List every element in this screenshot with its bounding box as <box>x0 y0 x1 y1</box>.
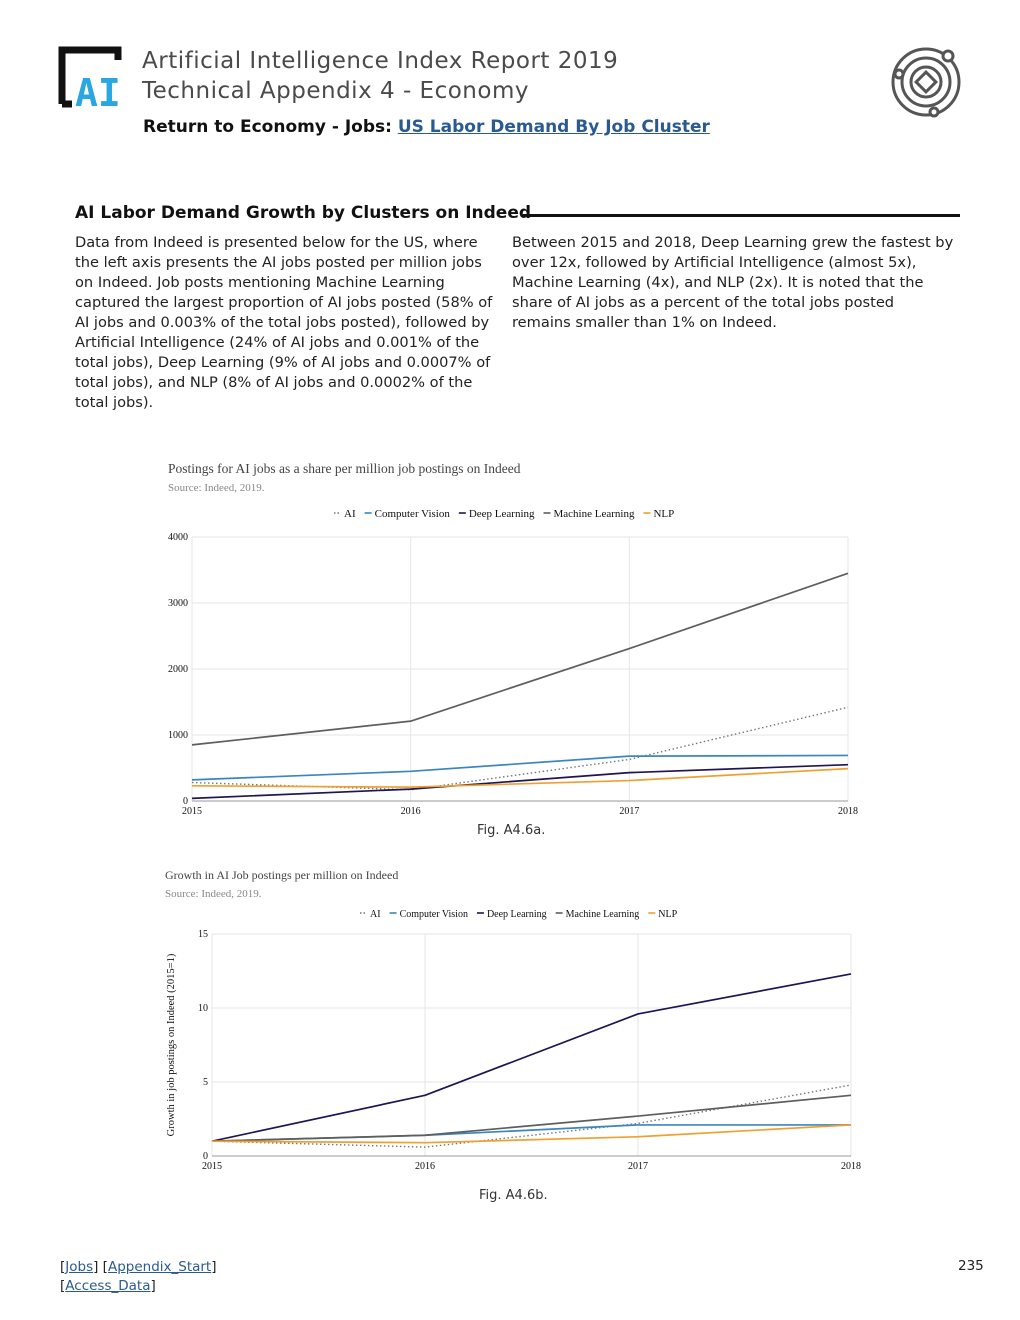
legend-label: Deep Learning <box>468 508 535 520</box>
report-title: Artificial Intelligence Index Report 2019 <box>142 48 619 74</box>
y-tick-label: 1000 <box>168 730 188 741</box>
footer-navigation: [Jobs] [Appendix_Start] [Access_Data] <box>60 1259 217 1294</box>
chart-b <box>150 862 870 1182</box>
series-line-nlp <box>212 1125 851 1143</box>
series-line-machine-learning <box>192 573 848 745</box>
legend-label: AI <box>370 909 381 920</box>
x-tick-label: 2016 <box>415 1161 435 1172</box>
legend-item-nlp <box>643 508 674 520</box>
left-paragraph: Data from Indeed is presented below for the US, where the left axis presents the AI jobs posted per million jobs on Indeed. Job posts mentioning Machine Learning captured the largest proportion of AI jobs posted (58% of AI jobs and 0.003% of the total jobs posted), followed by Artificial Intelligence (24% of AI jobs and 0.001% of the total jobs), Deep Learning (9% of AI jobs and 0.0007% of total jobs), and NLP (8% of AI jobs and 0.0002% of the total jobs). <box>75 234 493 411</box>
legend-item-ai <box>334 508 356 520</box>
legend-item-machine-learning <box>556 909 640 920</box>
report-title-block <box>142 46 618 106</box>
legend-item-machine-learning <box>544 508 635 520</box>
y-tick-label: 4000 <box>168 532 188 543</box>
legend-item-computer-vision <box>365 508 451 520</box>
legend-item-deep-learning <box>477 909 547 920</box>
appendix-title: Technical Appendix 4 - Economy <box>142 78 529 104</box>
y-axis-label: Growth in job postings on Indeed (2015=1) <box>166 953 177 1137</box>
y-tick-label: 5 <box>203 1077 208 1088</box>
legend-label: NLP <box>653 508 675 520</box>
logo-text: AI <box>75 71 121 110</box>
x-tick-label: 2015 <box>182 806 202 817</box>
legend-label: NLP <box>658 909 678 920</box>
legend-label: Deep Learning <box>486 909 547 920</box>
section-divider <box>523 214 960 217</box>
legend-label: Computer Vision <box>374 508 450 520</box>
footer-link-jobs[interactable]: Jobs <box>65 1259 94 1275</box>
legend-item-computer-vision <box>390 909 468 920</box>
chart-title: Postings for AI jobs as a share per million job postings on Indeed <box>168 461 521 476</box>
page-number: 235 <box>958 1258 984 1274</box>
series-line-ai <box>192 707 848 790</box>
section-title: AI Labor Demand Growth by Clusters on Indeed <box>75 203 532 223</box>
x-tick-label: 2018 <box>838 806 858 817</box>
x-tick-label: 2015 <box>202 1161 222 1172</box>
y-tick-label: 15 <box>198 929 208 940</box>
legend-item-nlp <box>648 909 677 920</box>
y-tick-label: 0 <box>203 1151 208 1162</box>
legend-item-ai <box>360 909 381 920</box>
footer-link-access-data[interactable]: Access_Data <box>65 1278 151 1294</box>
footer-link-appendix[interactable]: Appendix_Start <box>107 1259 212 1275</box>
series-line-nlp <box>192 769 848 787</box>
series-line-machine-learning <box>212 1095 851 1141</box>
return-prefix: Return to Economy - Jobs: <box>143 117 398 137</box>
x-tick-label: 2018 <box>841 1161 861 1172</box>
orbit-emblem-icon <box>888 44 964 120</box>
legend-label: Machine Learning <box>553 508 635 520</box>
ai-index-logo <box>58 46 130 110</box>
legend-item-deep-learning <box>459 508 535 520</box>
y-tick-label: 3000 <box>168 598 188 609</box>
chart-subtitle: Source: Indeed, 2019. <box>165 888 262 900</box>
chart-a-svg <box>150 455 870 825</box>
gridlines <box>192 537 848 801</box>
figure-caption-b: Fig. A4.6b. <box>479 1188 548 1203</box>
series-line-deep-learning <box>212 974 851 1141</box>
figure-caption-a: Fig. A4.6a. <box>477 823 546 838</box>
chart-a <box>150 455 870 825</box>
return-navigation <box>143 117 710 137</box>
chart-b-svg <box>150 862 870 1182</box>
x-tick-label: 2016 <box>400 806 421 817</box>
legend-label: Machine Learning <box>565 909 640 920</box>
legend-label: AI <box>344 508 356 520</box>
y-tick-label: 2000 <box>168 664 188 675</box>
y-tick-label: 10 <box>198 1003 208 1014</box>
gridlines <box>212 934 851 1156</box>
return-link[interactable]: US Labor Demand By Job Cluster <box>397 117 710 137</box>
y-tick-label: 0 <box>183 796 188 807</box>
x-tick-label: 2017 <box>628 1161 648 1172</box>
x-tick-label: 2017 <box>619 806 640 817</box>
right-paragraph: Between 2015 and 2018, Deep Learning grew the fastest by over 12x, followed by Artificial Intelligence (almost 5x), Machine Learning (4x), and NLP (2x). It is noted that the share of AI jobs as a percent of the total jobs posted remains smaller than 1% on Indeed. <box>512 234 954 331</box>
series-line-deep-learning <box>192 765 848 799</box>
chart-subtitle: Source: Indeed, 2019. <box>168 482 265 494</box>
chart-title: Growth in AI Job postings per million on Indeed <box>165 868 399 882</box>
legend-label: Computer Vision <box>399 909 468 920</box>
